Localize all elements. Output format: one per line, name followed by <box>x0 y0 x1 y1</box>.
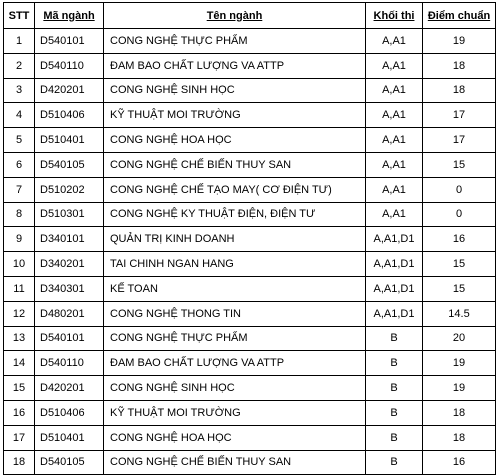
cell-stt: 12 <box>4 301 35 326</box>
cell-cutoff-score: 20 <box>423 326 496 351</box>
cell-major-code: D540105 <box>35 152 104 177</box>
cell-exam-block: B <box>366 425 423 450</box>
cell-major-name: CONG NGHỆ CHẾ TẠO MAY( CƠ ĐIỆN TƯ) <box>104 177 366 202</box>
table-row <box>4 128 496 153</box>
cell-major-name: CONG NGHỆ HOA HỌC <box>104 425 366 450</box>
header-cutoff-score: Điểm chuẩn <box>423 3 496 29</box>
table-row <box>4 376 496 401</box>
cell-exam-block: B <box>366 450 423 475</box>
table-row <box>4 450 496 475</box>
header-stt: STT <box>4 3 35 29</box>
table-row <box>4 177 496 202</box>
cell-stt: 1 <box>4 29 35 54</box>
cell-major-code: D510406 <box>35 103 104 128</box>
cell-exam-block: A,A1,D1 <box>366 252 423 277</box>
table-body <box>4 29 496 475</box>
cell-major-code: D420201 <box>35 376 104 401</box>
cell-stt: 10 <box>4 252 35 277</box>
cell-major-code: D340101 <box>35 227 104 252</box>
header-major-code: Mã ngành <box>35 3 104 29</box>
table-row <box>4 202 496 227</box>
cell-cutoff-score: 18 <box>423 78 496 103</box>
cell-major-name: CONG NGHỆ SINH HỌC <box>104 78 366 103</box>
cell-exam-block: B <box>366 376 423 401</box>
cell-cutoff-score: 17 <box>423 103 496 128</box>
table-row <box>4 103 496 128</box>
cell-major-name: ĐAM BAO CHẤT LƯỢNG VA ATTP <box>104 53 366 78</box>
cell-major-name: CONG NGHỆ KY THUẬT ĐIỆN, ĐIỆN TƯ <box>104 202 366 227</box>
cell-stt: 11 <box>4 276 35 301</box>
cell-major-name: TAI CHINH NGAN HANG <box>104 252 366 277</box>
cell-cutoff-score: 15 <box>423 276 496 301</box>
cell-major-code: D510406 <box>35 400 104 425</box>
cell-major-name: CONG NGHỆ CHẾ BIẾN THUY SAN <box>104 450 366 475</box>
cell-major-code: D340201 <box>35 252 104 277</box>
table-row <box>4 326 496 351</box>
cell-major-code: D510301 <box>35 202 104 227</box>
cell-major-name: KỸ THUẬT MOI TRƯỜNG <box>104 400 366 425</box>
cell-major-name: CONG NGHỆ SINH HỌC <box>104 376 366 401</box>
cell-stt: 3 <box>4 78 35 103</box>
cell-stt: 8 <box>4 202 35 227</box>
cell-cutoff-score: 15 <box>423 252 496 277</box>
table-row <box>4 351 496 376</box>
cell-major-name: CONG NGHỆ THONG TIN <box>104 301 366 326</box>
cell-stt: 7 <box>4 177 35 202</box>
cell-exam-block: A,A1,D1 <box>366 276 423 301</box>
cell-major-name: ĐAM BAO CHẤT LƯỢNG VA ATTP <box>104 351 366 376</box>
cell-cutoff-score: 19 <box>423 29 496 54</box>
cell-stt: 14 <box>4 351 35 376</box>
table-row <box>4 53 496 78</box>
cell-major-code: D540105 <box>35 450 104 475</box>
header-major-name: Tên ngành <box>104 3 366 29</box>
cell-stt: 18 <box>4 450 35 475</box>
cell-exam-block: A,A1 <box>366 103 423 128</box>
cell-exam-block: A,A1 <box>366 78 423 103</box>
cell-cutoff-score: 16 <box>423 450 496 475</box>
cell-stt: 15 <box>4 376 35 401</box>
cell-cutoff-score: 19 <box>423 351 496 376</box>
cell-cutoff-score: 15 <box>423 152 496 177</box>
cell-stt: 5 <box>4 128 35 153</box>
cell-major-name: KỸ THUẬT MOI TRƯỜNG <box>104 103 366 128</box>
cell-cutoff-score: 0 <box>423 202 496 227</box>
cell-major-code: D540110 <box>35 53 104 78</box>
table-row <box>4 78 496 103</box>
cell-cutoff-score: 0 <box>423 177 496 202</box>
cell-major-name: CONG NGHỆ THỰC PHẨM <box>104 29 366 54</box>
cell-exam-block: A,A1 <box>366 53 423 78</box>
cell-cutoff-score: 18 <box>423 53 496 78</box>
cell-major-code: D340301 <box>35 276 104 301</box>
cell-exam-block: B <box>366 326 423 351</box>
cell-exam-block: A,A1 <box>366 202 423 227</box>
cell-major-code: D540101 <box>35 326 104 351</box>
header-exam-block: Khối thi <box>366 3 423 29</box>
cell-exam-block: B <box>366 400 423 425</box>
cell-major-code: D420201 <box>35 78 104 103</box>
cell-cutoff-score: 18 <box>423 425 496 450</box>
cell-major-code: D540101 <box>35 29 104 54</box>
cell-stt: 9 <box>4 227 35 252</box>
table-row <box>4 227 496 252</box>
score-table-container <box>3 2 495 475</box>
cell-cutoff-score: 19 <box>423 376 496 401</box>
cell-exam-block: A,A1,D1 <box>366 301 423 326</box>
cell-exam-block: A,A1,D1 <box>366 227 423 252</box>
cell-exam-block: A,A1 <box>366 128 423 153</box>
cell-major-code: D510202 <box>35 177 104 202</box>
cell-major-name: CONG NGHỆ THỰC PHẨM <box>104 326 366 351</box>
cell-cutoff-score: 16 <box>423 227 496 252</box>
cell-major-code: D510401 <box>35 425 104 450</box>
admission-score-table <box>3 2 496 475</box>
table-row <box>4 400 496 425</box>
cell-major-name: QUẢN TRỊ KINH DOANH <box>104 227 366 252</box>
cell-cutoff-score: 17 <box>423 128 496 153</box>
cell-major-name: CONG NGHỆ CHẾ BIẾN THUY SAN <box>104 152 366 177</box>
cell-major-name: CONG NGHỆ HOA HỌC <box>104 128 366 153</box>
cell-stt: 6 <box>4 152 35 177</box>
table-row <box>4 252 496 277</box>
cell-stt: 13 <box>4 326 35 351</box>
cell-stt: 2 <box>4 53 35 78</box>
cell-cutoff-score: 14.5 <box>423 301 496 326</box>
table-header-row <box>4 3 496 29</box>
cell-major-code: D480201 <box>35 301 104 326</box>
cell-exam-block: A,A1 <box>366 177 423 202</box>
cell-exam-block: B <box>366 351 423 376</box>
cell-major-code: D540110 <box>35 351 104 376</box>
table-row <box>4 425 496 450</box>
table-row <box>4 152 496 177</box>
cell-stt: 17 <box>4 425 35 450</box>
cell-exam-block: A,A1 <box>366 152 423 177</box>
cell-cutoff-score: 18 <box>423 400 496 425</box>
cell-stt: 4 <box>4 103 35 128</box>
cell-major-name: KẾ TOAN <box>104 276 366 301</box>
table-row <box>4 276 496 301</box>
cell-major-code: D510401 <box>35 128 104 153</box>
cell-exam-block: A,A1 <box>366 29 423 54</box>
cell-stt: 16 <box>4 400 35 425</box>
table-row <box>4 29 496 54</box>
table-row <box>4 301 496 326</box>
